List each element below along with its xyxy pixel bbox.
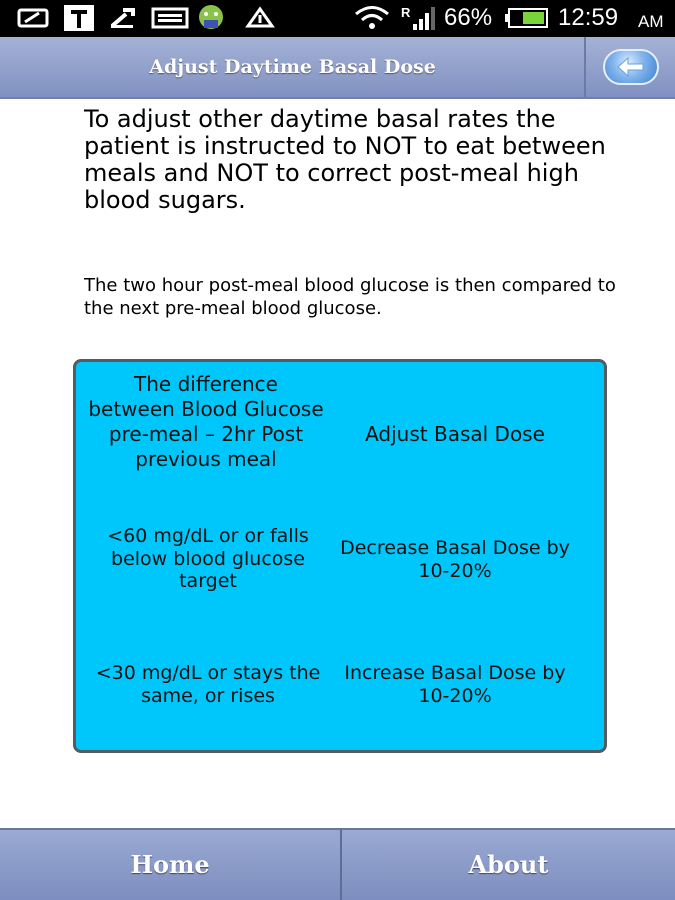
back-arrow-icon [616,56,646,78]
clock-ampm: AM [638,12,664,31]
basal-dose-table [73,359,607,753]
table-row-2-action: Increase Basal Dose by 10-20% [344,662,566,707]
bottom-nav [0,828,675,900]
screen-icon [150,6,190,30]
title-bar [0,37,675,99]
svg-text:R: R [401,5,411,20]
table-row-2-condition: <30 mg/dL or stays the same, or rises [95,662,321,707]
back-button[interactable] [603,49,659,85]
clock-time: 12:59 [558,4,619,31]
message-icon [16,6,52,30]
wifi-icon [352,6,392,30]
table-header-adjust: Adjust Basal Dose [365,422,545,446]
android-icon [194,6,228,30]
battery-icon [505,6,549,30]
about-button[interactable]: About [468,850,549,879]
signal-icon [398,6,438,30]
header-divider [584,37,586,97]
upload-icon [244,6,276,30]
status-bar [0,0,675,37]
battery-percent: 66% [444,4,493,31]
table-row-1-condition: <60 mg/dL or or falls below blood glucose target [107,525,309,592]
comparison-text: The two hour post-meal blood glucose is then compared to the next pre-meal blood glucose. [84,275,616,319]
home-button[interactable]: Home [130,850,210,879]
intro-text: To adjust other daytime basal rates the patient is instructed to NOT to eat between meals and NOT to correct post-meal high blood sugars. [84,105,606,214]
table-row-1-action: Decrease Basal Dose by 10-20% [340,537,570,582]
wrench-icon [108,6,138,30]
table-header-difference: The difference between Blood Glucose pre-meal – 2hr Post previous meal [88,372,324,471]
page-title: Adjust Daytime Basal Dose [149,56,436,78]
t-app-icon [62,6,96,30]
